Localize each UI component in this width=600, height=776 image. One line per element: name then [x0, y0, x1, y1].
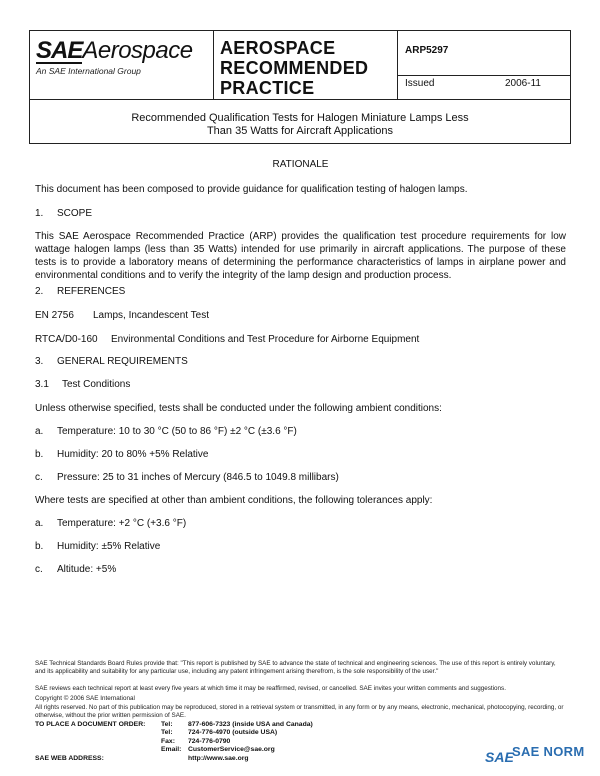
reference-title: Lamps, Incandescent Test [93, 310, 209, 321]
list-item [35, 471, 566, 484]
list-text: Temperature: +2 °C (+3.6 °F) [57, 518, 187, 529]
section-number: 3. [35, 356, 44, 367]
contact-key: Email: [161, 746, 182, 754]
header-divider [397, 75, 571, 76]
logo-brand: SAE [36, 37, 83, 64]
logo-tagline: An SAE International Group [36, 66, 141, 76]
logo-name: Aerospace [82, 37, 193, 64]
reference-item [35, 309, 566, 322]
list-item [35, 563, 566, 576]
list-letter: b. [35, 541, 44, 552]
ambient-intro: Unless otherwise specified, tests shall be conducted under the following ambient conditions: [35, 403, 442, 414]
tolerance-intro: Where tests are specified at other than ambient conditions, the following tolerances apply: [35, 495, 433, 506]
list-letter: a. [35, 426, 44, 437]
section-title: Test Conditions [62, 379, 131, 390]
doc-type-line: AEROSPACE [220, 38, 336, 58]
sae-norm-watermark [484, 740, 600, 776]
section-number: 2. [35, 286, 44, 297]
rationale-heading: RATIONALE [272, 159, 329, 170]
header-divider [397, 31, 398, 99]
list-letter: c. [35, 472, 43, 483]
list-text: Humidity: ±5% Relative [57, 541, 161, 552]
scope-text: This SAE Aerospace Recommended Practice (ARP) provides the qualification test procedure requirements for low wattage halogen lamps (less than 35 Watts) intended for use primarily in aircraft applications. The purpose of these tests is to provide a laboratory means of determining the performance characteristics of lamps in airplane power and environmental conditions and to verify the integrity of the lamp design and production process. [35, 231, 566, 281]
footer-copyright: Copyright © 2006 SAE International [35, 695, 135, 702]
section-title: GENERAL REQUIREMENTS [57, 356, 188, 367]
web-address-label: SAE WEB ADDRESS: [35, 754, 104, 762]
section-general-heading [35, 355, 566, 368]
title-line: Recommended Qualification Tests for Halogen Miniature Lamps Less [131, 112, 469, 124]
title-line: Than 35 Watts for Aircraft Applications [206, 125, 394, 137]
rationale-text: This document has been composed to provide guidance for qualification testing of halogen lamps. [35, 184, 468, 195]
list-letter: a. [35, 518, 44, 529]
document-number: ARP5297 [405, 45, 449, 56]
footer-rules-text: SAE Technical Standards Board Rules provide that: "This report is published by SAE to advance the state of technical and engineering sciences. The use of this report is entirely voluntary, and its applicability and suitability for any particular use, including any patent infringement arising therefrom, is the sole responsibility of the user." [35, 660, 556, 675]
sae-aerospace-logo [36, 37, 206, 80]
list-text: Altitude: +5% [57, 564, 117, 575]
document-type [220, 38, 390, 98]
reference-id: EN 2756 [35, 310, 74, 321]
sae-norm-logo-icon [484, 742, 514, 772]
contact-key: Tel: [161, 729, 173, 737]
section-title: SCOPE [57, 208, 93, 219]
section-references-heading [35, 285, 566, 298]
doc-type-line: RECOMMENDED [220, 58, 369, 78]
issued-label: Issued [405, 78, 435, 89]
issued-date: 2006-11 [505, 78, 541, 89]
section-title: REFERENCES [57, 286, 126, 297]
list-item [35, 448, 566, 461]
contact-phone: 724-776-4970 (outside USA) [188, 729, 278, 737]
reference-id: RTCA/D0-160 [35, 334, 98, 345]
document-title [29, 99, 571, 144]
list-text: Pressure: 25 to 31 inches of Mercury (846.5 to 1049.8 millibars) [57, 472, 339, 483]
contact-key: Fax: [161, 737, 175, 745]
section-number: 1. [35, 208, 44, 219]
order-label: TO PLACE A DOCUMENT ORDER: [35, 721, 146, 728]
reference-item [35, 333, 566, 346]
list-letter: b. [35, 449, 44, 460]
reference-title: Environmental Conditions and Test Procedure for Airborne Equipment [111, 334, 420, 345]
header-divider [213, 31, 214, 99]
list-letter: c. [35, 564, 43, 575]
contact-email[interactable]: CustomerService@sae.org [188, 746, 275, 754]
contact-phone: 877-606-7323 (inside USA and Canada) [188, 721, 313, 728]
section-scope-heading [35, 207, 566, 220]
section-number: 3.1 [35, 379, 49, 390]
list-item [35, 540, 566, 553]
footer-rights-text: All rights reserved. No part of this publication may be reproduced, stored in a retrieval system or transmitted, in any form or by any means, electronic, mechanical, photocopying, recording, or otherwise, without the prior written permission of SAE. [35, 704, 564, 719]
watermark-mark: SAE [485, 749, 514, 765]
doc-type-line: PRACTICE [220, 78, 315, 98]
subsection-test-conditions [35, 378, 566, 391]
contact-fax: 724-776-0790 [188, 737, 231, 745]
document-header [29, 30, 571, 100]
list-text: Temperature: 10 to 30 °C (50 to 86 °F) ±2 °C (±3.6 °F) [57, 426, 297, 437]
footer-review-text: SAE reviews each technical report at least every five years at which time it may be reaffirmed, revised, or cancelled. SAE invites your written comments and suggestions. [35, 685, 506, 692]
list-item [35, 517, 566, 530]
list-item [35, 425, 566, 438]
list-text: Humidity: 20 to 80% +5% Relative [57, 449, 209, 460]
web-address-link[interactable]: http://www.sae.org [188, 754, 249, 762]
watermark-text: SAE NORM [512, 744, 585, 759]
contact-key: Tel: [161, 721, 173, 728]
